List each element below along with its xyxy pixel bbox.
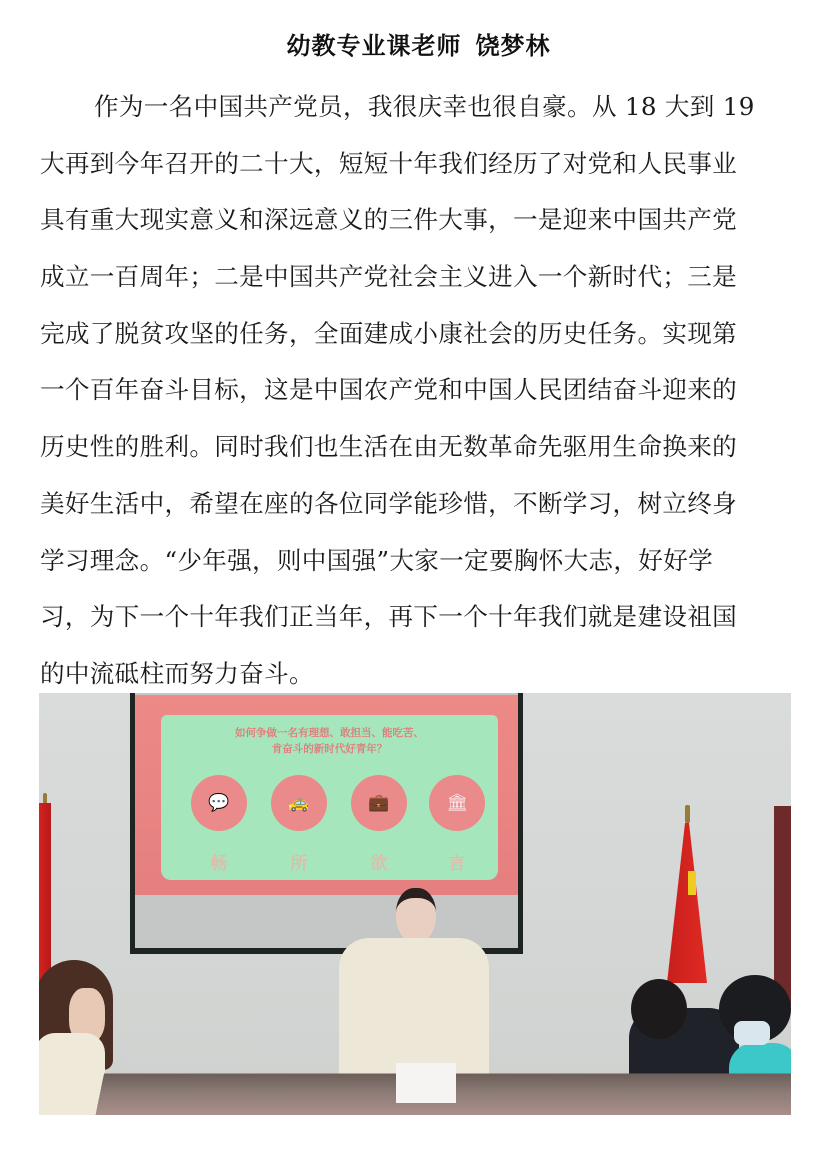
paragraph-line: 美好生活中，希望在座的各位同学能珍惜，不断学习，树立终身 [40, 488, 738, 518]
slide-word: 言 [448, 854, 466, 874]
party-flag-left [39, 803, 51, 983]
taxi-icon: 🚕 [271, 775, 327, 831]
paragraph-line: 历史性的胜利。同时我们也生活在由无数革命先驱用生命换来的 [40, 432, 738, 462]
slide-word: 所 [290, 854, 308, 874]
paragraph-line: 完成了脱贫攻坚的任务，全面建成小康社会的历史任务。实现第 [40, 318, 738, 348]
paragraph-line: 具有重大现实意义和深远意义的三件大事，一是迎来中国共产党 [40, 205, 738, 235]
paragraph-line: 成立一百周年；二是中国共产党社会主义进入一个新时代；三是 [40, 262, 738, 292]
bank-building-icon: 🏛 [429, 775, 485, 831]
flag-emblem [688, 871, 696, 895]
tissue-box [396, 1063, 456, 1103]
title-role: 幼教专业课老师 [286, 32, 462, 60]
flag-pole-right [685, 805, 690, 823]
paragraph-line: 一个百年奋斗目标，这是中国农产党和中国人民团结奋斗迎来的 [40, 375, 738, 405]
speaker-head [396, 888, 436, 942]
door-frame [774, 806, 791, 1006]
title-name: 饶梦林 [475, 32, 551, 60]
chat-bubbles-icon: 💬 [191, 775, 247, 831]
paragraph-line: 作为一名中国共产党员，我很庆幸也很自豪。从 18 大到 19 [94, 92, 755, 121]
attendee-left [39, 1033, 105, 1115]
slide-word: 畅 [210, 854, 228, 874]
body-paragraph [40, 79, 800, 703]
document-title [0, 26, 837, 61]
speaker-teacher [339, 938, 489, 1078]
paragraph-line: 大再到今年召开的二十大，短短十年我们经历了对党和人民事业 [40, 148, 738, 178]
presentation-slide [135, 695, 518, 895]
slide-word: 欲 [370, 854, 388, 874]
paragraph-line: 的中流砥柱而努力奋斗。 [40, 658, 314, 688]
briefcase-icon: 💼 [351, 775, 407, 831]
paragraph-line: 习，为下一个十年我们正当年，再下一个十年我们就是建设祖国 [40, 602, 738, 632]
face-mask [734, 1021, 770, 1045]
event-photo [39, 693, 791, 1115]
attendee-right-man-head [631, 979, 687, 1039]
projector-screen [130, 693, 523, 954]
slide-question: 如何争做一名有理想、敢担当、能吃苦、 肯奋斗的新时代好青年？ [235, 727, 424, 755]
paragraph-line: 学习理念。“少年强，则中国强”大家一定要胸怀大志，好好学 [40, 545, 713, 575]
party-flag-right [667, 823, 707, 983]
